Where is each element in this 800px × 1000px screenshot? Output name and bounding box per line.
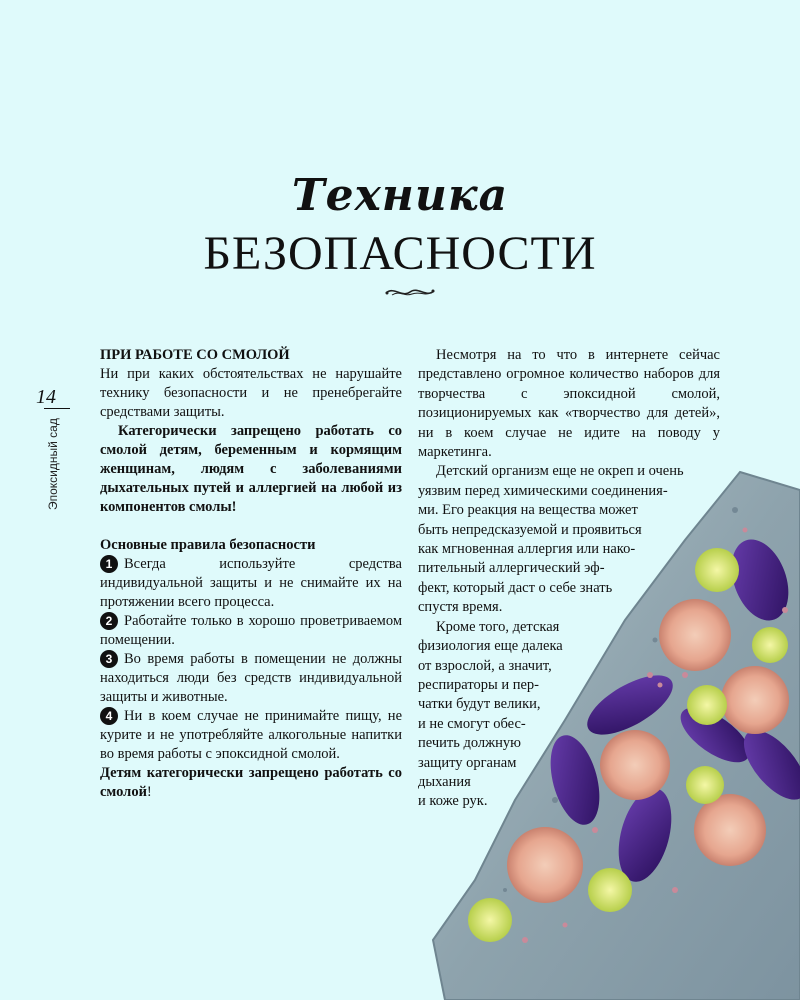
- final-warning: [100, 764, 402, 802]
- text-line: уязвим перед химическими соединения-: [418, 482, 668, 499]
- rule-item: [100, 555, 402, 612]
- text-line: пительный аллергический эф-: [418, 560, 605, 577]
- rule-item: [100, 707, 402, 764]
- text-line: от взрослой, а значит,: [418, 657, 552, 674]
- text-line: быть непредсказуемой и проявиться: [418, 521, 642, 538]
- rule-text: Ни в коем случае не принимайте пищу, не курите и не употребляйте алкогольные напитки во время работы с эпоксидной смолой.: [100, 708, 402, 762]
- text-line: печить должную: [418, 735, 521, 752]
- right-column: [418, 346, 720, 812]
- text-line: спустя время.: [418, 599, 503, 616]
- text-line: фект, который даст о себе знать: [418, 579, 613, 596]
- paragraph-internet: Несмотря на то что в интернете сейчас представлено огромное количество наборов для творчества с эпоксидной смолой, позиционируемых как «творчество для детей», ни в коем случае не идите на поводу у маркетинга.: [418, 347, 720, 461]
- section-heading: ПРИ РАБОТЕ СО СМОЛОЙ: [100, 347, 290, 363]
- text-line: ми. Его реакция на вещества может: [418, 502, 638, 519]
- final-warning-text: Детям категорически запрещено работать со смолой: [100, 765, 402, 800]
- intro-paragraph: Ни при каких обстоятельствах не нарушайте технику безопасности и не пренебрегайте средствами защиты.: [100, 366, 402, 420]
- number-badge: 1: [100, 555, 118, 573]
- section-label: Эпоксидный сад: [46, 418, 60, 510]
- rule-item: [100, 650, 402, 707]
- text-line: защиту органам: [418, 754, 517, 771]
- paragraph-physiology: [418, 618, 720, 812]
- warning-paragraph: Категорически запрещено работать со смолой детям, беременным и кормящим женщинам, людям с заболеваниями дыхательных путей и аллергией на любой из компонентов смолы!: [100, 423, 402, 515]
- rule-item: [100, 612, 402, 650]
- page-number: 14: [36, 386, 56, 408]
- final-warning-end: !: [146, 784, 152, 800]
- text-line: физиология еще далека: [418, 638, 563, 655]
- flourish-ornament: [384, 284, 436, 300]
- side-divider: [44, 408, 70, 409]
- left-column: [100, 346, 402, 802]
- rules-heading: Основные правила безопасности: [100, 537, 316, 553]
- title-script: Техника: [291, 170, 509, 221]
- number-badge: 4: [100, 707, 118, 725]
- text-line: чатки будут велики,: [418, 696, 541, 713]
- page-title: БЕЗОПАСНОСТИ: [203, 227, 597, 280]
- rule-text: Работайте только в хорошо проветриваемом помещении.: [100, 613, 402, 648]
- paragraph-child-organism: [418, 462, 720, 617]
- number-badge: 2: [100, 612, 118, 630]
- text-line: и не смогут обес-: [418, 715, 526, 732]
- number-badge: 3: [100, 650, 118, 668]
- rule-text: Во время работы в помещении не должны находиться люди без средств индивидуальной защиты и животные.: [100, 651, 402, 705]
- text-line: как мгновенная аллергия или нако-: [418, 541, 636, 558]
- text-line: респираторы и пер-: [418, 676, 539, 693]
- text-line: Кроме того, детская: [436, 618, 560, 635]
- text-line: Детский организм еще не окреп и очень: [436, 463, 684, 480]
- rule-text: Всегда используйте средства индивидуальной защиты и не снимайте их на протяжении всего процесса.: [100, 556, 402, 610]
- text-line: дыхания: [418, 773, 471, 790]
- text-line: и коже рук.: [418, 793, 488, 810]
